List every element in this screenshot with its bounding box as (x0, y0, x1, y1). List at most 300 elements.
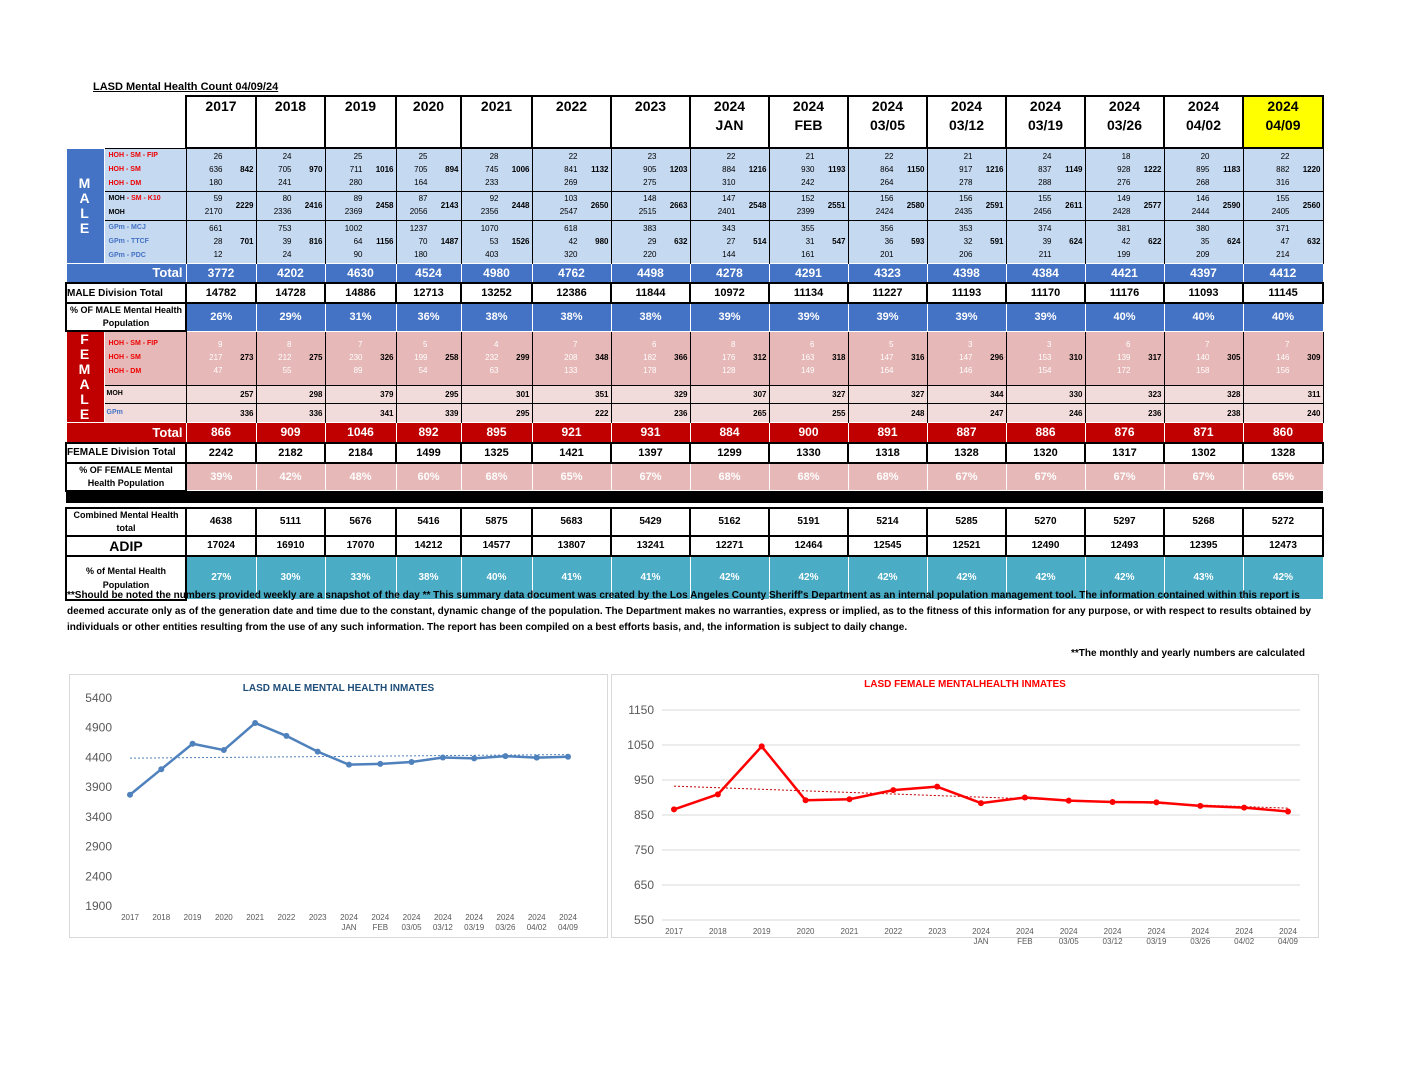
total-pct-cell: 42% (1006, 556, 1085, 600)
male-subcount: 180 (209, 177, 223, 187)
male-subcount: 31 (805, 236, 815, 246)
combined-cell: 5270 (1006, 508, 1085, 536)
male-gpm-cell (1243, 220, 1323, 263)
female-subcount: 47 (213, 366, 223, 376)
female-total-cell: 892 (396, 423, 461, 443)
x-tick-label: 03/26 (1190, 937, 1211, 946)
male-subcount: 201 (880, 249, 894, 259)
male-subcount: 276 (1117, 177, 1131, 187)
column-year: 2024 (1029, 98, 1062, 114)
y-tick-label: 650 (633, 878, 654, 892)
data-point (846, 796, 852, 802)
male-pct-cell: 26% (186, 303, 256, 331)
female-subtotal: 336 (309, 408, 323, 418)
female-subtotal: 344 (990, 389, 1004, 399)
female-moh-cell (396, 385, 461, 404)
female-subcount: 54 (418, 366, 428, 376)
female-subtotal: 295 (516, 408, 530, 418)
x-tick-label: 2021 (840, 927, 859, 936)
x-tick-label: FEB (372, 923, 389, 932)
column-header (769, 96, 848, 148)
x-tick-label: 2020 (796, 927, 815, 936)
column-period: FEB (794, 117, 823, 133)
male-subcount: 164 (414, 177, 428, 187)
x-tick-label: 2017 (121, 913, 139, 922)
male-subtotal: 622 (1148, 236, 1162, 246)
female-subtotal: 275 (309, 353, 323, 363)
x-tick-label: 2024 (465, 913, 484, 922)
male-subtotal: 547 (832, 236, 846, 246)
male-subcount: 636 (209, 164, 223, 174)
female-subtotal: 246 (1069, 408, 1083, 418)
female-pct-label: % OF FEMALE Mental Health Population (66, 463, 186, 491)
male-total-cell: 3772 (186, 263, 256, 283)
female-pct-cell: 68% (769, 463, 848, 491)
column-year: 2019 (344, 98, 377, 114)
combined-cell: 5683 (532, 508, 611, 536)
male-subcount: 35 (1200, 236, 1210, 246)
male-chart-plot (70, 675, 607, 937)
female-subcount: 6 (1126, 340, 1131, 350)
female-gpm-cell (1006, 404, 1085, 423)
male-moh-cell (1243, 191, 1323, 220)
male-subcount: 29 (647, 236, 657, 246)
female-subcount: 147 (880, 353, 894, 363)
female-subcount: 154 (1038, 366, 1052, 376)
combined-cell: 5214 (848, 508, 927, 536)
female-subtotal: 236 (674, 408, 688, 418)
female-subcount: 63 (489, 366, 499, 376)
female-subtotal: 312 (753, 353, 767, 363)
male-gpm-cell (1085, 220, 1164, 263)
male-category-label: GPm - PDC (108, 251, 146, 259)
female-subcount: 232 (485, 353, 499, 363)
male-category-label: HOH - SM (108, 165, 141, 173)
male-subcount: 882 (1276, 164, 1290, 174)
x-tick-label: JAN (341, 923, 357, 932)
male-division-cell: 11176 (1085, 283, 1164, 303)
male-subcount: 180 (414, 249, 428, 259)
female-subcount: 8 (731, 340, 736, 350)
combined-cell: 5297 (1085, 508, 1164, 536)
female-pct-cell: 39% (186, 463, 256, 491)
column-year: 2024 (1187, 98, 1220, 114)
adip-cell: 12490 (1006, 536, 1085, 556)
male-subtotal: 632 (674, 236, 688, 246)
male-moh-cell (611, 191, 690, 220)
male-subtotal: 2580 (906, 201, 925, 210)
female-subcount: 230 (349, 353, 363, 363)
x-tick-label: 2024 (527, 913, 546, 922)
male-pct-cell: 39% (927, 303, 1006, 331)
section-divider (66, 491, 1323, 503)
male-subtotal: 1006 (511, 164, 530, 174)
female-gpm-label: GPm (104, 404, 186, 423)
female-subcount: 149 (801, 366, 815, 376)
male-total-cell: 4202 (256, 263, 325, 283)
female-subtotal: 366 (674, 353, 688, 363)
male-hoh-cell (1243, 148, 1323, 191)
disclaimer-text: **Should be noted the numbers provided weekly are a snapshot of the day ** This summary data document was created by the Los Angeles County Sheriff's Department as an internal population management tool. The information contained within this report is deemed accurate only as of the generation date and time due to the constant, dynamic change of the population. The Department makes no warranties, express or implied, as to the fitness of this information for any purpose, or with respect to results obtained by individuals or other entities resulting from the use of any such information. The report has been compiled on a best efforts basis, and, the information is subject to daily change. (67, 590, 1312, 633)
male-subcount: 24 (282, 249, 292, 259)
data-point (471, 755, 477, 761)
column-period: 03/05 (869, 117, 906, 133)
male-subtotal: 2577 (1143, 201, 1162, 210)
male-hoh-cell (532, 148, 611, 191)
female-gpm-cell (461, 404, 532, 423)
male-division-cell: 11193 (927, 283, 1006, 303)
male-subtotal: 2590 (1222, 201, 1241, 210)
male-gpm-cell (769, 220, 848, 263)
x-tick-label: 03/26 (495, 923, 516, 932)
male-pct-cell: 40% (1243, 303, 1323, 331)
female-chart-title: LASD FEMALE MENTALHEALTH INMATES (864, 679, 1066, 690)
data-point (803, 797, 809, 803)
male-category-label: MOH - SM - K10 (108, 194, 161, 202)
female-pct-cell: 65% (532, 463, 611, 491)
column-header (1085, 96, 1164, 148)
female-total-cell: 900 (769, 423, 848, 443)
calculation-note: **The monthly and yearly numbers are calculated (1071, 648, 1305, 659)
x-tick-label: 2024 (1235, 927, 1254, 936)
female-gpm-cell (325, 404, 396, 423)
female-subcount: 5 (423, 340, 428, 350)
female-subcount: 7 (358, 340, 363, 350)
female-total-cell: 871 (1164, 423, 1243, 443)
female-gpm-cell (1243, 404, 1323, 423)
male-subtotal: 1150 (907, 164, 925, 174)
male-total-cell: 4291 (769, 263, 848, 283)
data-point (502, 753, 508, 759)
male-subcount: 275 (643, 177, 657, 187)
male-division-cell: 13252 (461, 283, 532, 303)
female-subtotal: 305 (1227, 353, 1241, 363)
male-subcount: 36 (884, 236, 894, 246)
female-subtotal: 236 (1148, 408, 1162, 418)
male-subcount: 242 (801, 177, 815, 187)
data-point (1241, 805, 1247, 811)
female-subcount: 212 (278, 353, 292, 363)
adip-cell: 12545 (848, 536, 927, 556)
female-moh-cell (461, 385, 532, 404)
male-subcount: 24 (282, 151, 292, 161)
female-division-cell: 1397 (611, 443, 690, 463)
male-subcount: 155 (1038, 194, 1052, 203)
adip-cell: 12464 (769, 536, 848, 556)
female-gpm-cell (396, 404, 461, 423)
x-tick-label: 04/02 (526, 923, 547, 932)
female-subcount: 128 (722, 366, 736, 376)
female-subcount: 55 (282, 366, 292, 376)
combined-cell: 5875 (461, 508, 532, 536)
male-subcount: 320 (564, 249, 578, 259)
male-total-cell: 4384 (1006, 263, 1085, 283)
male-subcount: 211 (1038, 249, 1052, 259)
data-point (671, 806, 677, 812)
x-tick-label: 2022 (277, 913, 296, 922)
female-subcount: 6 (810, 340, 815, 350)
x-tick-label: 2024 (972, 927, 990, 936)
female-pct-cell: 67% (1085, 463, 1164, 491)
female-subcount: 9 (218, 340, 223, 350)
male-total-cell: 4397 (1164, 263, 1243, 283)
male-total-cell: 4412 (1243, 263, 1323, 283)
column-period: 04/02 (1185, 117, 1222, 133)
report-title: LASD Mental Health Count 04/09/24 (93, 81, 279, 93)
male-subcount: 383 (643, 223, 657, 233)
male-subtotal: 2560 (1302, 201, 1321, 210)
female-subtotal: 317 (1148, 353, 1162, 363)
y-tick-label: 950 (633, 773, 654, 787)
x-tick-label: 03/05 (1058, 937, 1079, 946)
female-subcount: 217 (209, 353, 223, 363)
series-line (130, 723, 568, 795)
female-category-label: HOH - SM - FIP (108, 340, 158, 348)
column-year: 2024 (792, 98, 825, 114)
male-subtotal: 1016 (375, 164, 394, 174)
female-subtotal: 379 (380, 389, 394, 399)
male-subcount: 233 (485, 177, 499, 187)
total-pct-label: % of Mental Health Population (66, 556, 186, 600)
female-hoh-cell (1085, 331, 1164, 385)
male-division-cell: 14886 (325, 283, 396, 303)
female-moh-cell (1085, 385, 1164, 404)
x-tick-label: 04/09 (557, 923, 579, 932)
adip-cell: 17070 (325, 536, 396, 556)
female-division-cell: 1325 (461, 443, 532, 463)
female-moh-label: MOH (104, 385, 186, 404)
male-subcount: 42 (568, 236, 578, 246)
male-moh-cell (186, 191, 256, 220)
female-division-cell: 1328 (927, 443, 1006, 463)
female-subtotal: 258 (445, 353, 459, 363)
column-period: 04/09 (1265, 117, 1301, 133)
male-subtotal: 1216 (748, 164, 767, 174)
male-subcount: 403 (485, 249, 499, 259)
male-subcount: 22 (568, 151, 578, 161)
female-subcount: 146 (1276, 353, 1290, 363)
female-subtotal: 310 (1069, 353, 1083, 363)
total-pct-cell: 42% (690, 556, 769, 600)
female-gpm-cell (848, 404, 927, 423)
x-tick-label: JAN (973, 937, 989, 946)
male-hoh-cell (769, 148, 848, 191)
female-gpm-cell (611, 404, 690, 423)
combined-cell: 5285 (927, 508, 1006, 536)
male-division-cell: 11170 (1006, 283, 1085, 303)
male-band-label (66, 148, 104, 263)
male-gpm-cell (1006, 220, 1085, 263)
male-subcount: 80 (282, 194, 292, 203)
female-total-cell: 876 (1085, 423, 1164, 443)
adip-cell: 14212 (396, 536, 461, 556)
male-subcount: 21 (805, 151, 815, 161)
adip-cell: 16910 (256, 536, 325, 556)
male-subcount: 917 (959, 164, 973, 174)
male-subcount: 70 (418, 236, 428, 246)
male-hoh-cell (927, 148, 1006, 191)
female-pct-cell: 60% (396, 463, 461, 491)
male-total-cell: 4524 (396, 263, 461, 283)
x-tick-label: 03/12 (1102, 937, 1123, 946)
female-subtotal: 311 (1307, 389, 1321, 399)
male-subcount: 156 (880, 194, 894, 203)
data-point (1066, 798, 1072, 804)
male-subcount: 20 (1200, 151, 1210, 161)
male-moh-cell (325, 191, 396, 220)
male-subtotal: 1203 (669, 164, 688, 174)
male-moh-cell (927, 191, 1006, 220)
male-hoh-cell (1085, 148, 1164, 191)
male-division-cell: 10972 (690, 283, 769, 303)
combined-cell: 5676 (325, 508, 396, 536)
y-tick-label: 4900 (85, 720, 112, 735)
column-header (396, 96, 461, 148)
column-header (1006, 96, 1085, 148)
x-tick-label: 2024 (1015, 927, 1034, 936)
female-subcount: 8 (287, 340, 292, 350)
female-hoh-cell (848, 331, 927, 385)
x-tick-label: 2024 (1103, 927, 1122, 936)
male-division-cell: 12386 (532, 283, 611, 303)
male-subcount: 884 (722, 164, 736, 174)
male-subcount: 39 (282, 236, 292, 246)
female-moh-cell (611, 385, 690, 404)
female-pct-cell: 67% (927, 463, 1006, 491)
male-subtotal: 1193 (828, 164, 846, 174)
adip-cell: 12271 (690, 536, 769, 556)
y-tick-label: 2900 (85, 839, 112, 854)
female-subcount: 156 (1276, 366, 1290, 376)
male-subcount: 25 (353, 151, 363, 161)
male-subcount: 2456 (1033, 207, 1052, 216)
x-tick-label: 2024 (371, 913, 390, 922)
male-subtotal: 514 (753, 236, 767, 246)
male-total-cell: 4398 (927, 263, 1006, 283)
male-subcount: 26 (213, 151, 223, 161)
male-subtotal: 632 (1307, 236, 1321, 246)
female-category-label: HOH - SM (108, 354, 141, 362)
male-subcount: 18 (1121, 151, 1131, 161)
male-subcount: 144 (722, 249, 736, 259)
male-total-cell: 4278 (690, 263, 769, 283)
male-gpm-cell (1164, 220, 1243, 263)
male-pct-cell: 40% (1085, 303, 1164, 331)
column-header (532, 96, 611, 148)
female-moh-cell (848, 385, 927, 404)
adip-cell: 12395 (1164, 536, 1243, 556)
combined-cell: 4638 (186, 508, 256, 536)
male-pct-cell: 38% (611, 303, 690, 331)
male-subcount: 1002 (344, 223, 363, 233)
male-division-cell: 14782 (186, 283, 256, 303)
x-tick-label: 2018 (152, 913, 171, 922)
male-subcount: 28 (213, 236, 223, 246)
male-subtotal: 2448 (511, 201, 530, 210)
x-tick-label: FEB (1017, 937, 1033, 946)
male-category-label: MOH (108, 208, 125, 216)
female-subtotal: 326 (380, 353, 394, 363)
column-period: JAN (715, 117, 744, 133)
female-subcount: 147 (959, 353, 973, 363)
male-total-cell: 4323 (848, 263, 927, 283)
total-pct-cell: 33% (325, 556, 396, 600)
male-subcount: 2424 (875, 207, 894, 216)
data-point (759, 743, 765, 749)
total-pct-cell: 41% (532, 556, 611, 600)
female-pct-cell: 67% (1006, 463, 1085, 491)
male-subtotal: 1132 (591, 164, 609, 174)
male-subcount: 22 (884, 151, 894, 161)
male-division-cell: 11134 (769, 283, 848, 303)
combined-cell: 5429 (611, 508, 690, 536)
male-subcount: 206 (959, 249, 973, 259)
total-pct-cell: 42% (927, 556, 1006, 600)
female-division-cell: 2184 (325, 443, 396, 463)
female-subtotal: 265 (753, 408, 767, 418)
x-tick-label: 2019 (183, 913, 202, 922)
male-subcount: 92 (489, 194, 499, 203)
column-header (1164, 96, 1243, 148)
combined-label: Combined Mental Health total (66, 508, 186, 536)
male-subcount: 2547 (559, 207, 578, 216)
total-pct-cell: 42% (769, 556, 848, 600)
male-category-label: HOH - DM (108, 179, 142, 187)
male-subcount: 28 (489, 151, 499, 161)
female-subtotal: 309 (1307, 353, 1321, 363)
female-subcount: 7 (573, 340, 578, 350)
male-moh-cell (256, 191, 325, 220)
female-total-cell: 1046 (325, 423, 396, 443)
column-period: 03/19 (1027, 117, 1064, 133)
female-division-cell: 2242 (186, 443, 256, 463)
female-moh-cell (256, 385, 325, 404)
total-pct-cell: 43% (1164, 556, 1243, 600)
male-subtotal: 1222 (1143, 164, 1162, 174)
column-period: 03/26 (1106, 117, 1143, 133)
female-hoh-cell (532, 331, 611, 385)
male-subcount: 264 (880, 177, 894, 187)
x-tick-label: 04/09 (1277, 937, 1299, 946)
column-year: 2017 (205, 98, 237, 114)
male-subcount: 241 (278, 177, 292, 187)
male-subcount: 353 (959, 223, 973, 233)
x-tick-label: 03/19 (464, 923, 485, 932)
combined-cell: 5191 (769, 508, 848, 536)
male-subcount: 288 (1038, 177, 1052, 187)
x-tick-label: 03/12 (432, 923, 453, 932)
male-moh-cell (1164, 191, 1243, 220)
male-subcount: 278 (959, 177, 973, 187)
female-moh-cell (927, 385, 1006, 404)
female-moh-cell (1006, 385, 1085, 404)
male-hoh-cell (186, 148, 256, 191)
male-subtotal: 2591 (985, 201, 1004, 210)
male-subcount: 316 (1276, 177, 1290, 187)
y-tick-label: 1050 (627, 738, 654, 752)
female-division-cell: 1320 (1006, 443, 1085, 463)
male-subtotal: 980 (595, 236, 609, 246)
female-division-cell: 1499 (396, 443, 461, 463)
female-subtotal: 339 (445, 408, 459, 418)
male-subcount: 661 (209, 223, 223, 233)
female-total-cell: 886 (1006, 423, 1085, 443)
female-subtotal: 336 (240, 408, 254, 418)
column-header (461, 96, 532, 148)
y-tick-label: 750 (633, 843, 654, 857)
male-subcount: 148 (643, 194, 657, 203)
data-point (565, 754, 571, 760)
